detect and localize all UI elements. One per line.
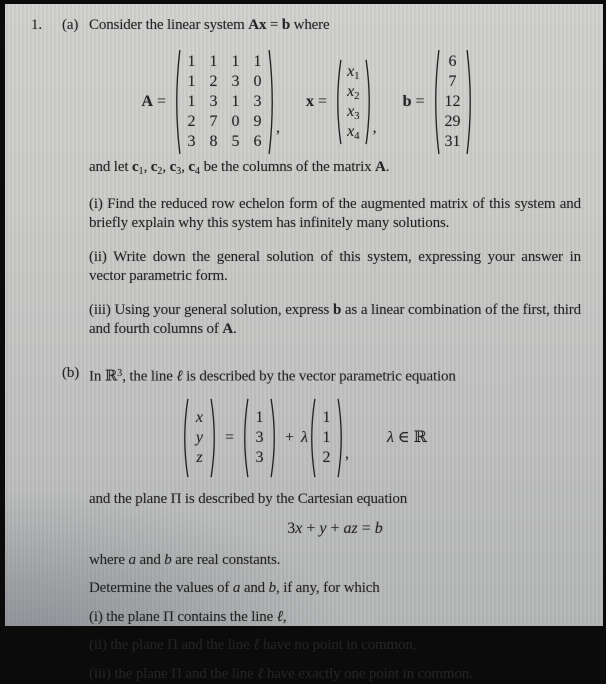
direction-vector (308, 398, 345, 478)
problem-header (5, 4, 603, 36)
comma-after-direction: , (344, 444, 349, 462)
part-b-item-i: (i) the plane Π contains the line ℓ, (89, 608, 287, 625)
plus-sign: + (284, 428, 295, 446)
problem-number: 1. (31, 17, 42, 33)
paren-left-icon (241, 398, 249, 478)
part-b-label: (b) (62, 364, 80, 381)
part-a-item-iii: (iii) Using your general solution, express b as a linear combination of the first, third and fourth columns of A. (89, 301, 582, 338)
vector-b-entries: 6 7 12 29 31 (444, 52, 461, 150)
exam-page (5, 4, 603, 682)
part-a-item-i: (i) Find the reduced row echelon form of the augmented matrix of this system and briefly explain why this system has infinitely many solutions. (89, 195, 581, 232)
paren-right-icon (268, 49, 276, 155)
paren-right-icon (466, 49, 474, 155)
paren-right-icon (337, 398, 345, 478)
matrix-A (173, 49, 276, 155)
constants-note: where a and b are real constants. (89, 551, 281, 568)
part-a-label: (a) (62, 17, 79, 33)
paren-left-icon (181, 398, 189, 478)
equals-sign: = (224, 428, 234, 446)
paren-right-icon (210, 398, 218, 478)
lambda-condition: λ ∈ ℝ (386, 428, 428, 446)
vector-b-lhs: b = (402, 92, 425, 110)
matrix-A-lhs: A = (141, 92, 167, 110)
point-vector (241, 398, 278, 478)
vector-xyz-entries: x y z (195, 408, 203, 466)
part-a-intro: Consider the linear system Ax = b where (89, 17, 330, 33)
vector-b (432, 49, 474, 155)
system-equation (5, 49, 603, 155)
paren-left-icon (334, 59, 342, 145)
part-b-item-iii: (iii) the plane Π and the line ℓ have exactly one point in common. (89, 665, 473, 682)
line-parametric-equation (5, 398, 603, 478)
part-b-intro: In ℝ$^3$, the line ℓ is described by the vector parametric equation (89, 367, 456, 385)
paren-left-icon (308, 398, 316, 478)
paren-left-icon (173, 49, 181, 155)
part-b-item-ii: (ii) the plane Π and the line ℓ have no point in common, (89, 637, 417, 654)
comma-after-A: , (276, 118, 281, 136)
paren-left-icon (432, 49, 440, 155)
vector-x (334, 59, 373, 145)
point-vector-entries: 1 3 3 (255, 408, 264, 466)
part-b-header (5, 364, 603, 387)
direction-vector-entries: 1 1 2 (322, 408, 331, 466)
columns-note: and let $c_1$, $c_2$, $c_3$, $c_4$ be the columns of the matrix A. (89, 158, 390, 177)
determine-note: Determine the values of a and b, if any, for which (89, 580, 380, 597)
vector-xyz (181, 398, 218, 478)
paren-right-icon (365, 59, 373, 145)
vector-x-entries: $x_1$ $x_2$ $x_3$ $x_4$ (347, 62, 360, 142)
comma-after-x: , (372, 118, 377, 136)
vector-x-lhs: x = (306, 92, 328, 110)
plane-equation: 3x + y + az = b (287, 520, 383, 538)
matrix-A-entries: 1 1 1 1 1 2 3 0 1 3 1 3 2 7 0 9 3 8 5 6 (187, 52, 262, 150)
lambda-symbol: λ (301, 428, 308, 446)
part-a-item-ii: (ii) Write down the general solution of this system, expressing your answer in vector parametric form. (89, 248, 581, 285)
paren-right-icon (270, 398, 278, 478)
plane-note: and the plane Π is described by the Cartesian equation (89, 490, 408, 507)
